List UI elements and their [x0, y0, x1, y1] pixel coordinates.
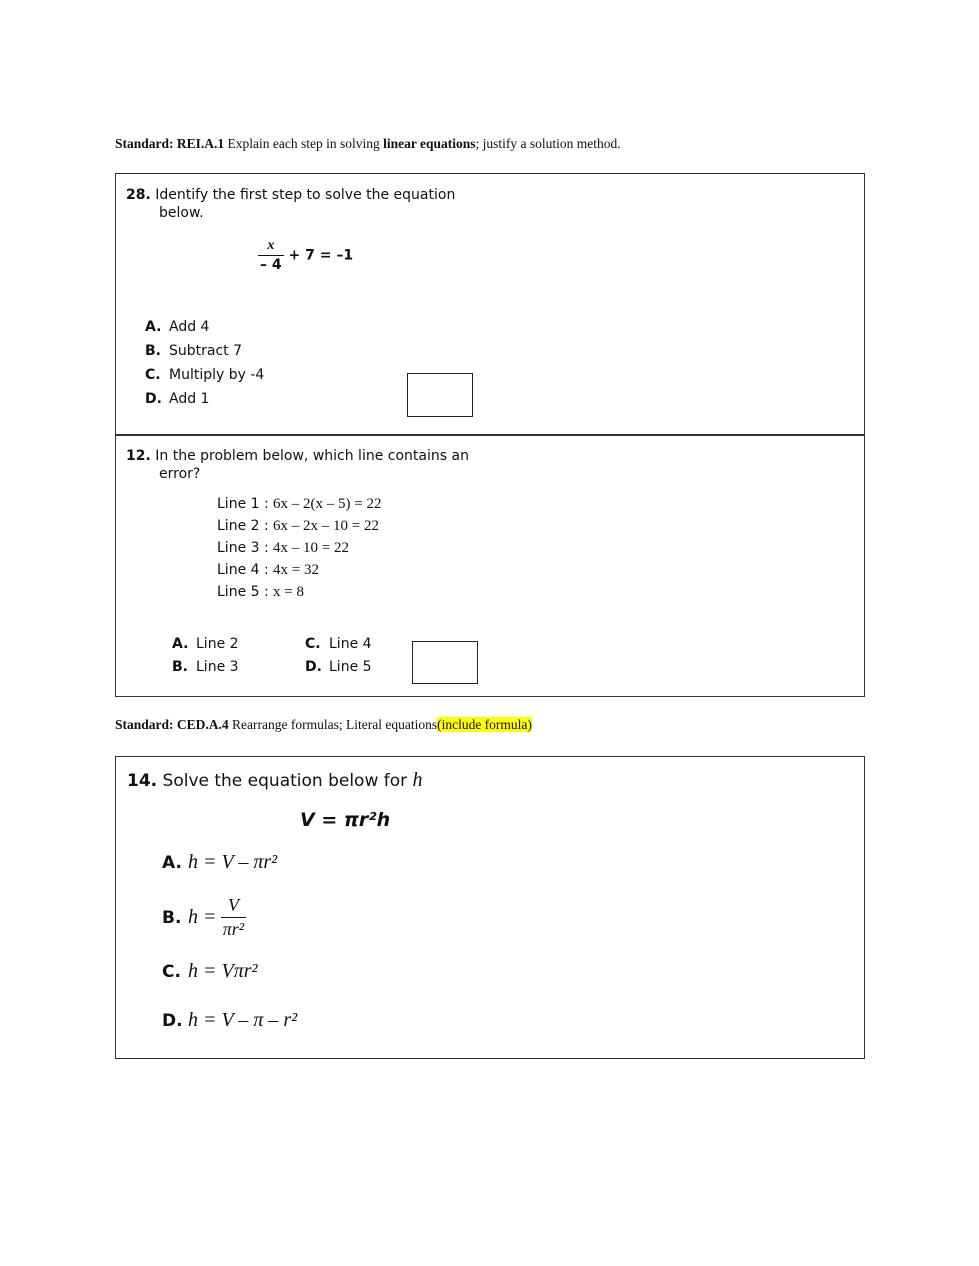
answer-box-28[interactable] — [407, 373, 473, 417]
work-line-3: Line 3 : 4x – 10 = 22 — [217, 540, 349, 556]
option-c[interactable]: C. h = Vπr² — [162, 960, 258, 982]
work-line-5: Line 5 : x = 8 — [217, 584, 304, 600]
option-b[interactable]: B. h = $\frac{V}{\text{πr²}}$ — [162, 895, 245, 939]
standard-code: Standard: REI.A.1 — [115, 136, 225, 151]
highlighted-note: (include formula) — [437, 717, 532, 732]
option-b[interactable]: B. Line 3 — [172, 659, 239, 675]
option-d[interactable]: D. Add 1 — [145, 391, 210, 407]
prompt-line-2: error? — [159, 466, 201, 482]
option-a[interactable]: A. Add 4 — [145, 319, 210, 335]
standard-code: Standard: CED.A.4 — [115, 717, 229, 732]
work-line-4: Line 4 : 4x = 32 — [217, 562, 319, 578]
question-12-box — [115, 434, 865, 697]
formula: V = πr²h — [300, 809, 391, 831]
question-28-equation — [258, 238, 353, 273]
option-a[interactable]: A. Line 2 — [172, 636, 239, 652]
prompt-line-1: Identify the first step to solve the equation — [155, 187, 456, 203]
option-d[interactable]: D. Line 5 — [305, 659, 372, 675]
question-12-prompt — [126, 447, 469, 483]
standard-text-pre: Explain each step in solving — [224, 136, 384, 151]
answer-box-12[interactable] — [412, 641, 478, 684]
question-number: 14. — [127, 771, 158, 791]
eq-denominator: – 4 — [260, 257, 282, 273]
standard-rei-a1 — [115, 136, 621, 152]
prompt-variable: h — [412, 769, 423, 791]
question-number: 28. — [126, 187, 151, 203]
prompt-line-2: below. — [159, 205, 204, 221]
option-a[interactable]: A. h = V – πr² — [162, 851, 278, 873]
question-14-box — [115, 756, 865, 1059]
eq-numerator: x — [267, 238, 275, 253]
question-28-box — [115, 173, 865, 436]
option-d[interactable]: D. h = V – π – r² — [162, 1009, 298, 1031]
option-c[interactable]: C. Multiply by -4 — [145, 367, 265, 383]
question-number: 12. — [126, 448, 151, 464]
standard-ced-a4 — [115, 717, 532, 733]
prompt-text: Solve the equation below for — [162, 771, 413, 791]
option-c[interactable]: C. Line 4 — [305, 636, 372, 652]
question-14-prompt — [127, 769, 423, 792]
work-line-2: Line 2 : 6x – 2x – 10 = 22 — [217, 518, 379, 534]
eq-rest: + 7 = –1 — [288, 247, 354, 264]
work-line-1: Line 1 : 6x – 2(x – 5) = 22 — [217, 496, 382, 512]
standard-text-bold: linear equations — [383, 136, 476, 151]
prompt-line-1: In the problem below, which line contains an — [155, 448, 469, 464]
standard-text: Rearrange formulas; Literal equations — [228, 717, 438, 732]
standard-text-post: ; justify a solution method. — [475, 136, 621, 151]
question-28-prompt — [126, 186, 455, 222]
option-b[interactable]: B. Subtract 7 — [145, 343, 243, 359]
